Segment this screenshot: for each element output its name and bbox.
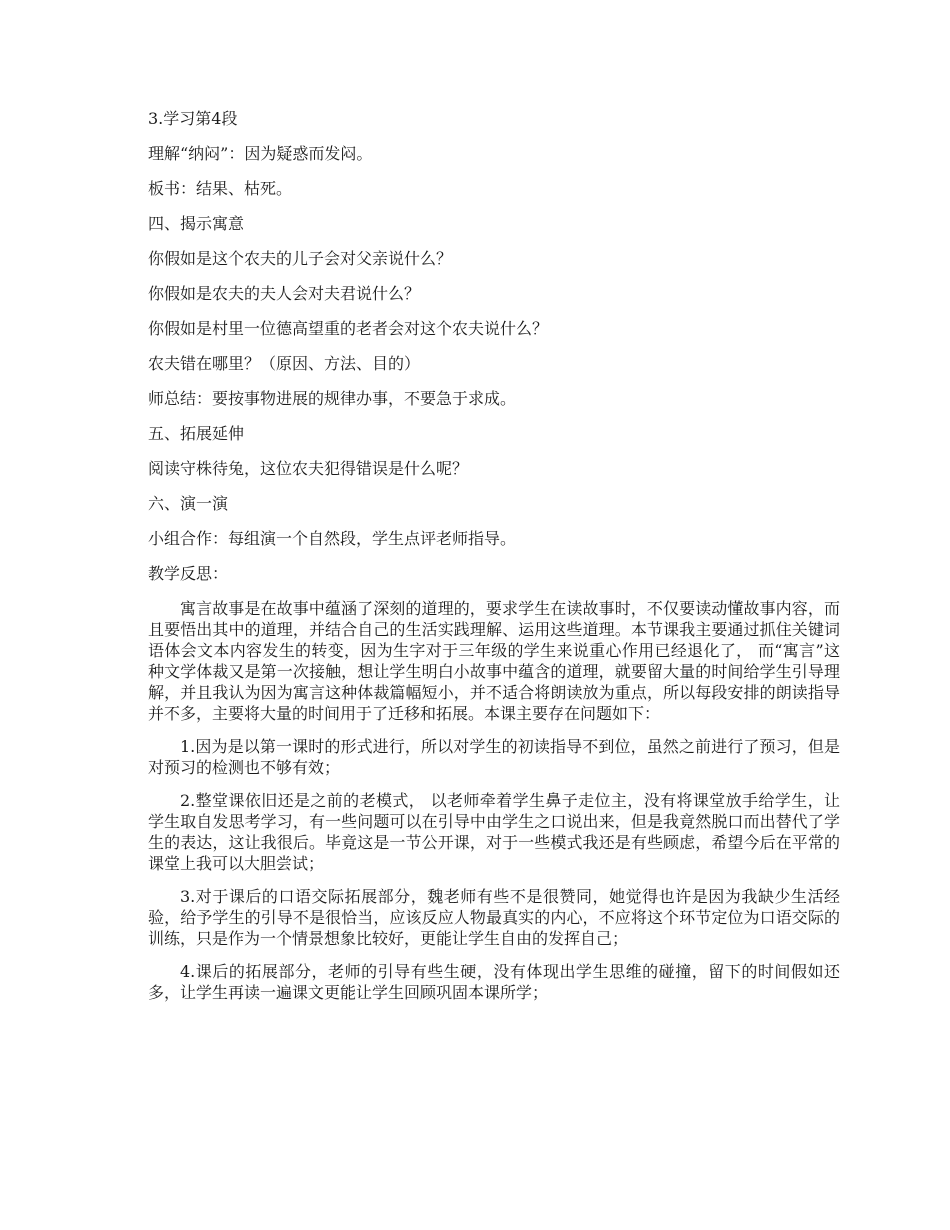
text-line-group-work: 小组合作：每组演一个自然段，学生点评老师指导。 [148,529,517,548]
reflection-paragraph-intro: 寓言故事是在故事中蕴涵了深刻的道理的，要求学生在读故事时，不仅要读动懂故事内容，而且要悟出其中的道理，并结合自己的生活实践理解、运用这些道理。本节课我主要通过抓住关键词语体会文本内容发生的转变，因为生字对于三年级的学生来说重心作用已经退化了， 而“寓言”这种文学体裁又是第一次接触，想让学生明白小故事中蕴含的道理，就要留大量的时间给学生引导理解，并且我认为因为寓言这种体裁篇幅短小，并不适合将朗读放为重点，所以每段安排的朗读指导并不多，主要将大量的时间用于了迁移和拓展。本课主要存在问题如下： [148,599,840,723]
text-line-nawen-definition: 理解“纳闷”：因为疑惑而发闷。 [148,144,373,163]
question-line-mistake: 农夫错在哪里？（原因、方法、目的） [148,354,421,373]
question-line-son: 你假如是这个农夫的儿子会对父亲说什么？ [148,249,453,268]
section-heading-study-paragraph-4: 3.学习第4段 [148,109,238,128]
reflection-paragraph-point-1: 1.因为是以第一课时的形式进行，所以对学生的初读指导不到位，虽然之前进行了预习，但是对预习的检测也不够有效； [148,737,840,777]
question-line-wife: 你假如是农夫的夫人会对夫君说什么？ [148,284,421,303]
section-heading-reflection: 教学反思： [148,564,229,583]
text-line-teacher-summary: 师总结：要按事物进展的规律办事，不要急于求成。 [148,389,517,408]
question-line-elder: 你假如是村里一位德高望重的老者会对这个农夫说什么？ [148,319,549,338]
document-page [148,108,840,1015]
section-heading-reveal-moral: 四、揭示寓意 [148,214,245,233]
reflection-paragraph-point-3: 3.对于课后的口语交际拓展部分，魏老师有些不是很赞同，她觉得也许是因为我缺少生活经验，给予学生的引导不是很恰当，应该反应人物最真实的内心，不应将这个环节定位为口语交际的训练，只是作为一个情景想象比较好，更能让学生自由的发挥自己； [148,887,840,948]
section-heading-extension: 五、拓展延伸 [148,424,245,443]
text-line-board-writing: 板书：结果、枯死。 [148,179,293,198]
section-heading-role-play: 六、演一演 [148,494,229,513]
reflection-paragraph-point-4: 4.课后的拓展部分，老师的引导有些生硬，没有体现出学生思维的碰撞，留下的时间假如还多，让学生再读一遍课文更能让学生回顾巩固本课所学； [148,962,840,1002]
reflection-paragraph-point-2: 2.整堂课依旧还是之前的老模式， 以老师牵着学生鼻子走位主，没有将课堂放手给学生，让学生取自发思考学习，有一些问题可以在引导中由学生之口说出来，但是我竟然脱口而出替代了学生的表达，这让我很后。毕竟这是一节公开课，对于一些模式我还是有些顾虑，希望今后在平常的课堂上我可以大胆尝试； [148,791,840,873]
text-line-reading-task: 阅读守株待兔，这位农夫犯得错误是什么呢？ [148,459,469,478]
